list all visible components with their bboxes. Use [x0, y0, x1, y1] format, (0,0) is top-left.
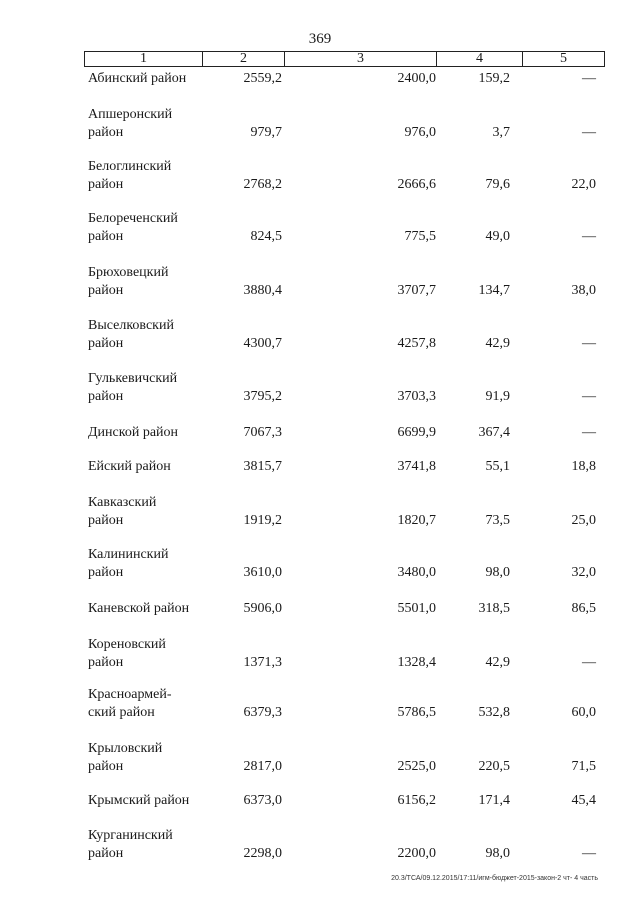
value-col-2: 4300,7: [243, 336, 282, 351]
value-col-4: 73,5: [485, 513, 510, 528]
district-name: Кавказский район: [88, 495, 157, 528]
value-col-3: 775,5: [404, 229, 436, 244]
value-col-3: 3703,3: [397, 389, 436, 404]
district-name: Крыловский район: [88, 741, 163, 774]
value-col-2: 1371,3: [243, 655, 282, 670]
value-col-2: 3610,0: [243, 565, 282, 580]
value-col-3: 4257,8: [397, 336, 436, 351]
value-col-2: 2817,0: [243, 759, 282, 774]
district-name: Каневской район: [88, 601, 190, 616]
value-col-3: 2666,6: [397, 177, 436, 192]
value-col-5: 60,0: [571, 705, 596, 720]
page-number: 369: [308, 31, 332, 47]
value-col-5: —: [582, 229, 596, 244]
value-col-2: 6373,0: [243, 793, 282, 808]
value-col-4: 367,4: [478, 425, 510, 440]
document-footer: 20.3/ТСА/09.12.2015/17:11/игм-бюджет-2015-закон-2 чт- 4 часть: [391, 875, 598, 882]
district-name: Динской район: [88, 425, 179, 440]
value-col-3: 6156,2: [397, 793, 436, 808]
value-col-4: 98,0: [485, 846, 510, 861]
value-col-3: 3741,8: [397, 459, 436, 474]
value-col-5: 71,5: [571, 759, 596, 774]
value-col-4: 134,7: [478, 283, 510, 298]
value-col-3: 976,0: [404, 125, 436, 140]
value-col-5: 22,0: [571, 177, 596, 192]
value-col-5: 45,4: [571, 793, 596, 808]
value-col-5: —: [582, 389, 596, 404]
value-col-3: 2400,0: [397, 71, 436, 86]
value-col-2: 979,7: [250, 125, 282, 140]
value-col-4: 91,9: [485, 389, 510, 404]
district-name: Абинский район: [88, 71, 187, 86]
value-col-4: 42,9: [485, 336, 510, 351]
district-name: Апшеронский район: [88, 107, 173, 140]
value-col-4: 220,5: [478, 759, 510, 774]
value-col-2: 824,5: [250, 229, 282, 244]
value-col-2: 2298,0: [243, 846, 282, 861]
district-name: Красноармей- ский район: [88, 687, 172, 720]
value-col-3: 1328,4: [397, 655, 436, 670]
value-col-3: 5786,5: [397, 705, 436, 720]
value-col-2: 3815,7: [243, 459, 282, 474]
value-col-4: 3,7: [492, 125, 510, 140]
value-col-4: 532,8: [478, 705, 510, 720]
district-name: Гулькевичский район: [88, 371, 178, 404]
value-col-4: 98,0: [485, 565, 510, 580]
district-name: Белоглинский район: [88, 159, 172, 192]
value-col-2: 1919,2: [243, 513, 282, 528]
value-col-4: 42,9: [485, 655, 510, 670]
value-col-5: —: [582, 125, 596, 140]
value-col-2: 6379,3: [243, 705, 282, 720]
value-col-5: 18,8: [571, 459, 596, 474]
value-col-4: 55,1: [485, 459, 510, 474]
column-header-1: 1: [85, 52, 203, 67]
district-name: Брюховецкий район: [88, 265, 169, 298]
value-col-2: 2768,2: [243, 177, 282, 192]
value-col-5: 86,5: [571, 601, 596, 616]
value-col-4: 318,5: [478, 601, 510, 616]
district-name: Курганинский район: [88, 828, 173, 861]
value-col-5: —: [582, 71, 596, 86]
value-col-2: 5906,0: [243, 601, 282, 616]
district-name: Ейский район: [88, 459, 171, 474]
value-col-5: 32,0: [571, 565, 596, 580]
value-col-3: 1820,7: [397, 513, 436, 528]
column-header-5: 5: [523, 52, 605, 67]
value-col-5: 25,0: [571, 513, 596, 528]
value-col-2: 7067,3: [243, 425, 282, 440]
value-col-2: 2559,2: [243, 71, 282, 86]
value-col-3: 2200,0: [397, 846, 436, 861]
value-col-3: 6699,9: [397, 425, 436, 440]
district-name: Калининский район: [88, 547, 169, 580]
column-header-4: 4: [437, 52, 523, 67]
value-col-5: —: [582, 336, 596, 351]
value-col-5: 38,0: [571, 283, 596, 298]
district-name: Белореченский район: [88, 211, 178, 244]
value-col-2: 3795,2: [243, 389, 282, 404]
value-col-3: 5501,0: [397, 601, 436, 616]
district-name: Кореновский район: [88, 637, 166, 670]
value-col-5: —: [582, 425, 596, 440]
value-col-2: 3880,4: [243, 283, 282, 298]
value-col-5: —: [582, 655, 596, 670]
column-header-3: 3: [285, 52, 437, 67]
value-col-4: 159,2: [478, 71, 510, 86]
value-col-4: 171,4: [478, 793, 510, 808]
value-col-5: —: [582, 846, 596, 861]
value-col-3: 3480,0: [397, 565, 436, 580]
value-col-4: 79,6: [485, 177, 510, 192]
column-header-2: 2: [203, 52, 285, 67]
value-col-3: 3707,7: [397, 283, 436, 298]
value-col-4: 49,0: [485, 229, 510, 244]
district-name: Выселковский район: [88, 318, 174, 351]
district-name: Крымский район: [88, 793, 190, 808]
value-col-3: 2525,0: [397, 759, 436, 774]
